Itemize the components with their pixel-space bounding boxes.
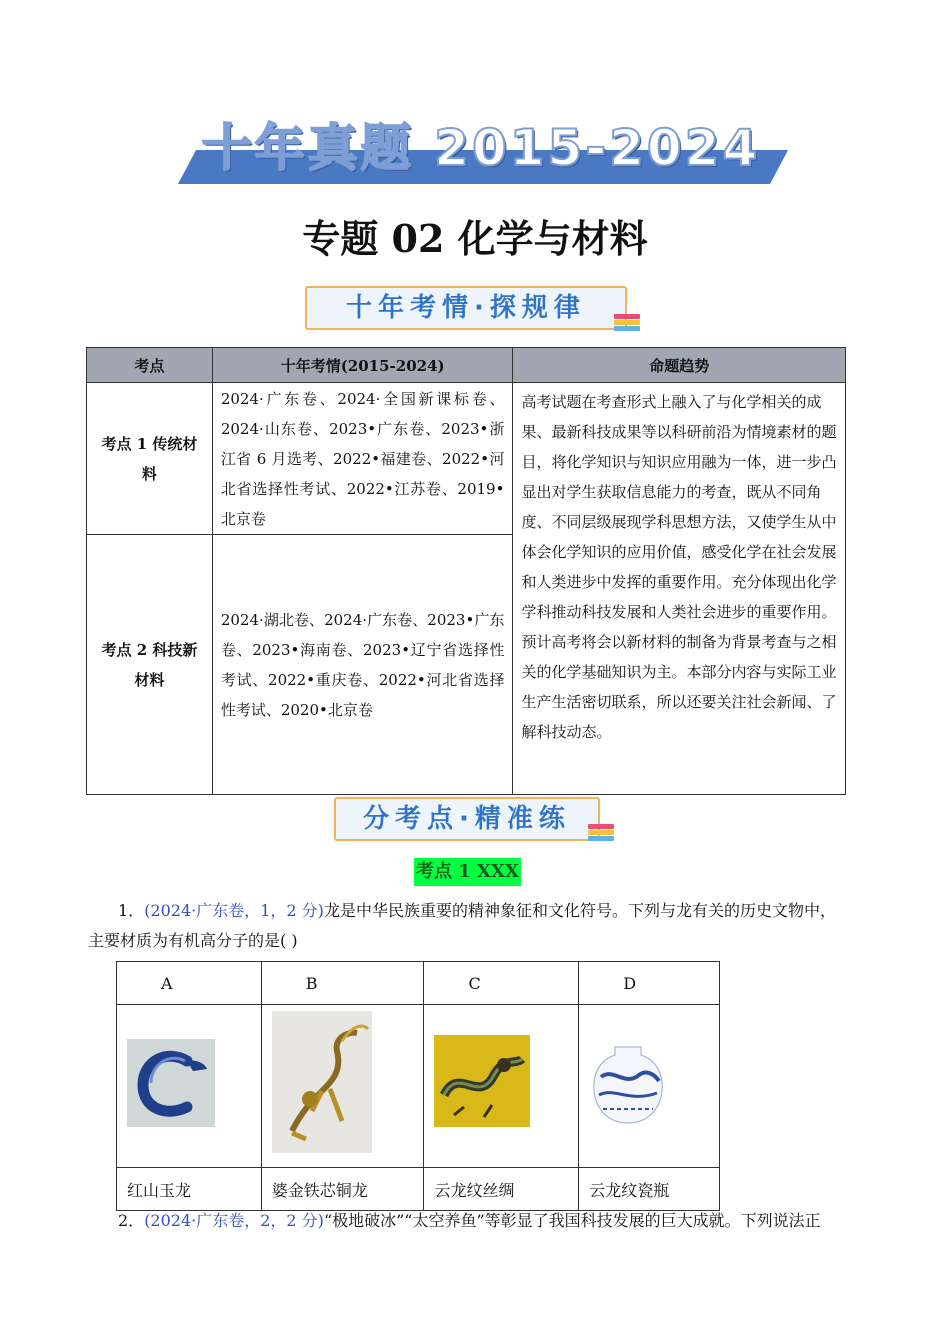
section-label-text: 十年考情·探规律 (346, 293, 586, 323)
option-image-cell (261, 1005, 424, 1168)
options-table (116, 961, 720, 1211)
exam-trend-table (86, 347, 846, 795)
option-name: 婆金铁芯铜龙 (261, 1168, 424, 1211)
option-label: B (261, 962, 424, 1005)
question-number: 2． (118, 1211, 145, 1230)
question-source: (2024·广东卷，1，2 分) (144, 901, 324, 920)
banner-text: 十年真题 2015-2024 (201, 119, 761, 177)
question-1-line-1 (118, 896, 836, 926)
trend-cell: 高考试题在考查形式上融入了与化学相关的成果、最新科技成果等以科研前沿为情境素材的题目，将化学知识与知识应用融为一体，进一步凸显出对学生获取信息能力的考查，既从不同角度、不同层级展现学科思想方法，又使学生从中体会化学知识的应用价值，感受化学在社会发展和人类进步中发挥的重要作用。充分体现出化学学科推动科技发展和人类社会进步的重要作用。预计高考将会以新材料的制备为背景考查与之相关的化学基础知识为主。本部分内容与实际工业生产生活密切联系，所以还要关注社会新闻、了解科技动态。 (513, 383, 846, 795)
topic-cell: 考点 2 科技新材料 (87, 535, 213, 795)
header-trend: 命题趋势 (513, 348, 846, 383)
topic-cell: 考点 1 传统材料 (87, 383, 213, 535)
silk-dragon-image (434, 1035, 530, 1127)
page-title: 专题 02 化学与材料 (302, 216, 648, 261)
option-image-cell (424, 1005, 579, 1168)
bronze-dragon-image (272, 1011, 372, 1153)
question-source: (2024·广东卷，2，2 分) (144, 1211, 324, 1230)
books-icon (614, 314, 640, 334)
option-image-cell (117, 1005, 262, 1168)
question-2-line-1 (118, 1206, 821, 1236)
question-text: “极地破冰”“太空养鱼”等彰显了我国科技发展的巨大成就。下列说法正 (323, 1211, 821, 1230)
topic-heading: 考点 1 XXX (414, 858, 521, 886)
exam-list-cell: 2024·广东卷、2024·全国新课标卷、2024·山东卷、2023•广东卷、2023•浙江省 6 月选考、2022•福建卷、2022•河北省选择性考试、2022•江苏卷、2019•北京卷 (212, 383, 513, 535)
exam-list-cell: 2024·湖北卷、2024·广东卷、2023•广东卷、2023•海南卷、2023•辽宁省选择性考试、2022•重庆卷、2022•河北省选择性考试、2020•北京卷 (212, 535, 513, 795)
jade-dragon-image (127, 1039, 215, 1127)
option-label: D (579, 962, 720, 1005)
section-label-text: 分考点·精准练 (363, 804, 571, 834)
question-1-line-2: 主要材质为有机高分子的是( ) (88, 931, 298, 950)
books-icon (588, 824, 614, 844)
option-image-cell (579, 1005, 720, 1168)
table-row (87, 383, 846, 535)
option-label: A (117, 962, 262, 1005)
section-label-trends (305, 286, 627, 330)
section-label-practice (334, 797, 600, 841)
header-topic: 考点 (87, 348, 213, 383)
option-name: 红山玉龙 (117, 1168, 262, 1211)
question-text: 龙是中华民族重要的精神象征和文化符号。下列与龙有关的历史文物中， (323, 901, 836, 920)
header-exams: 十年考情(2015-2024) (212, 348, 513, 383)
option-name: 云龙纹丝绸 (424, 1168, 579, 1211)
banner (178, 118, 770, 186)
question-number: 1． (118, 901, 145, 920)
porcelain-vase-image (585, 1041, 671, 1127)
option-label: C (424, 962, 579, 1005)
option-name: 云龙纹瓷瓶 (579, 1168, 720, 1211)
